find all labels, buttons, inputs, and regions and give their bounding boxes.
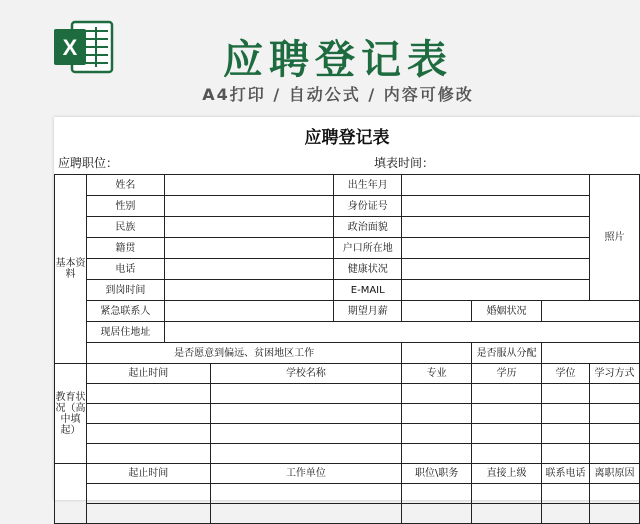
emergency-label: 紧急联系人: [86, 301, 164, 322]
phone-field[interactable]: [164, 259, 333, 280]
position-label: 应聘职位：: [58, 156, 119, 170]
svg-text:X: X: [62, 35, 78, 60]
assign-field[interactable]: [542, 343, 640, 364]
work-header-phone: 联系电话: [542, 464, 590, 484]
date-label: 填表时间：: [374, 156, 435, 170]
birth-label: 出生年月: [334, 175, 402, 196]
edu-header-school: 学校名称: [210, 364, 402, 384]
remote-question: 是否愿意到偏远、贫困地区工作: [86, 343, 401, 364]
marital-field[interactable]: [542, 301, 640, 322]
email-field[interactable]: [402, 280, 590, 301]
edu-row: [55, 424, 640, 444]
registration-table: [54, 174, 640, 524]
politics-label: 政治面貌: [334, 217, 402, 238]
email-label: E-MAIL: [334, 280, 402, 301]
basic-section-label: 基本资料: [55, 175, 87, 364]
hukou-label: 户口所在地: [334, 238, 402, 259]
health-field[interactable]: [402, 259, 590, 280]
edu-header-major: 专业: [402, 364, 472, 384]
arrival-field[interactable]: [164, 280, 333, 301]
phone-label: 电话: [86, 259, 164, 280]
gender-label: 性别: [86, 196, 164, 217]
edu-header-degree: 学位: [542, 364, 590, 384]
ethnicity-label: 民族: [86, 217, 164, 238]
gender-field[interactable]: [164, 196, 333, 217]
birth-field[interactable]: [402, 175, 590, 196]
hukou-field[interactable]: [402, 238, 590, 259]
politics-field[interactable]: [402, 217, 590, 238]
work-header-reason: 离职原因: [589, 464, 639, 484]
edu-row: [55, 444, 640, 464]
id-label: 身份证号: [334, 196, 402, 217]
salary-label: 期望月薪: [334, 301, 402, 322]
banner: [0, 0, 640, 114]
health-label: 健康状况: [334, 259, 402, 280]
edu-row: [55, 384, 640, 404]
address-field[interactable]: [164, 322, 639, 343]
remote-field[interactable]: [402, 343, 472, 364]
photo-box[interactable]: 照片: [589, 175, 639, 301]
id-field[interactable]: [402, 196, 590, 217]
origin-label: 籍贯: [86, 238, 164, 259]
origin-field[interactable]: [164, 238, 333, 259]
ethnicity-field[interactable]: [164, 217, 333, 238]
work-header-position: 职位\职务: [402, 464, 472, 484]
edu-header-mode: 学习方式: [589, 364, 639, 384]
work-header-supervisor: 直接上级: [472, 464, 542, 484]
name-label: 姓名: [86, 175, 164, 196]
work-header-period: 起止时间: [86, 464, 210, 484]
education-section-label: 教育状况（高中填起）: [55, 364, 87, 464]
work-section-label: [55, 464, 87, 524]
edu-header-period: 起止时间: [86, 364, 210, 384]
form-sheet: [54, 117, 640, 500]
edu-header-education: 学历: [472, 364, 542, 384]
work-row: [55, 504, 640, 524]
page-title: 应聘登记表: [223, 37, 453, 83]
emergency-field[interactable]: [164, 301, 333, 322]
salary-field[interactable]: [402, 301, 472, 322]
page-subtitle: A4打印 / 自动公式 / 内容可修改: [202, 85, 474, 104]
form-title: 应聘登记表: [304, 128, 390, 148]
work-header-employer: 工作单位: [210, 464, 402, 484]
name-field[interactable]: [164, 175, 333, 196]
work-row: [55, 484, 640, 504]
address-label: 现居住地址: [86, 322, 164, 343]
edu-row: [55, 404, 640, 424]
assign-question: 是否服从分配: [472, 343, 542, 364]
arrival-label: 到岗时间: [86, 280, 164, 301]
marital-label: 婚姻状况: [472, 301, 542, 322]
